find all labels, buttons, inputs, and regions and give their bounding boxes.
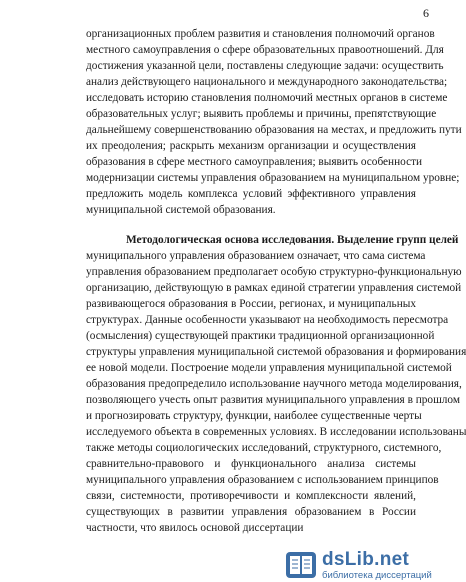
text-line: достижения указанной цели, поставлены следующие задачи: осуществить [86, 60, 444, 72]
text-line: связи, системности, противоречивости и комплексности явлений, [86, 490, 416, 502]
text-line: организацию, действующую в рамках единой стратегии управления системой [86, 282, 462, 294]
watermark-title: dsLib.net [322, 549, 410, 570]
text-line: (осмысления) существующей практики традиционной организационной [86, 330, 435, 342]
text-line: их преодоления; раскрыть механизм организации и осуществления [86, 140, 416, 152]
text-line: образования в сфере местного самоуправления; выявить особенности [86, 156, 423, 168]
text-line: анализ действующего национального и международного законодательства; [86, 76, 448, 88]
section-heading-line [126, 234, 459, 247]
text-line: предложить модель комплекса условий эффективного управления [86, 188, 416, 200]
text-line: сравнительно-правового и функционального анализа системы [86, 458, 416, 470]
text-line: структуры управления муниципальной системой образования и формирования [86, 346, 466, 358]
text-line: местного самоуправления о сфере образовательных правоотношений. Для [86, 44, 444, 56]
text-line: образовательных услуг; выявить проблемы и причины, препятствующие [86, 108, 437, 120]
text-line: позволяющего учесть опыт развития муниципального управления в прошлом [86, 394, 460, 406]
section-heading: Методологическая основа исследования. Выделение групп целей [126, 234, 459, 246]
text-line: также методы социологических исследований, структурного, системного, [86, 442, 442, 454]
watermark [282, 548, 450, 582]
text-line: исследовать историю становления полномочий местных органов в системе [86, 92, 448, 104]
text-line: развивающегося образования в России, регионах, и муниципальных [86, 298, 416, 310]
text-line: организационных проблем развития и становления полномочий органов [86, 28, 435, 40]
text-line: ее новой модели. Построение модели управления муниципальной системой [86, 362, 452, 374]
watermark-subtitle: библиотека диссертаций [322, 570, 432, 581]
text-line: структурах. Данные особенности указывают на необходимость пересмотра [86, 314, 449, 326]
text-line: модернизации системы управления образованием на муниципальном уровне; [86, 172, 460, 184]
text-line: муниципальной системой образования. [86, 204, 276, 216]
text-line: образования предопределило использование научного метода моделирования, [86, 378, 462, 390]
text-line: управления образованием предполагает особую структурно-функциональную [86, 266, 462, 278]
text-line: муниципального управления образованием с использованием принципов [86, 474, 439, 486]
text-line: частности, что явилось основой диссертации [86, 522, 304, 534]
page-number: 6 [423, 6, 429, 20]
text-line: существующих в развитии управления образованием в России [86, 506, 416, 518]
text-line: дальнейшему совершенствованию образования на местах, и предложить пути [86, 124, 462, 136]
text-line: муниципального управления образованием означает, что сама система [86, 250, 426, 262]
text-line: и прогнозировать структуру, функции, наиболее существенные черты [86, 410, 422, 422]
text-line: исследуемого объекта в современных условиях. В исследовании использованы [86, 426, 466, 438]
dslib-logo-icon [284, 548, 318, 582]
